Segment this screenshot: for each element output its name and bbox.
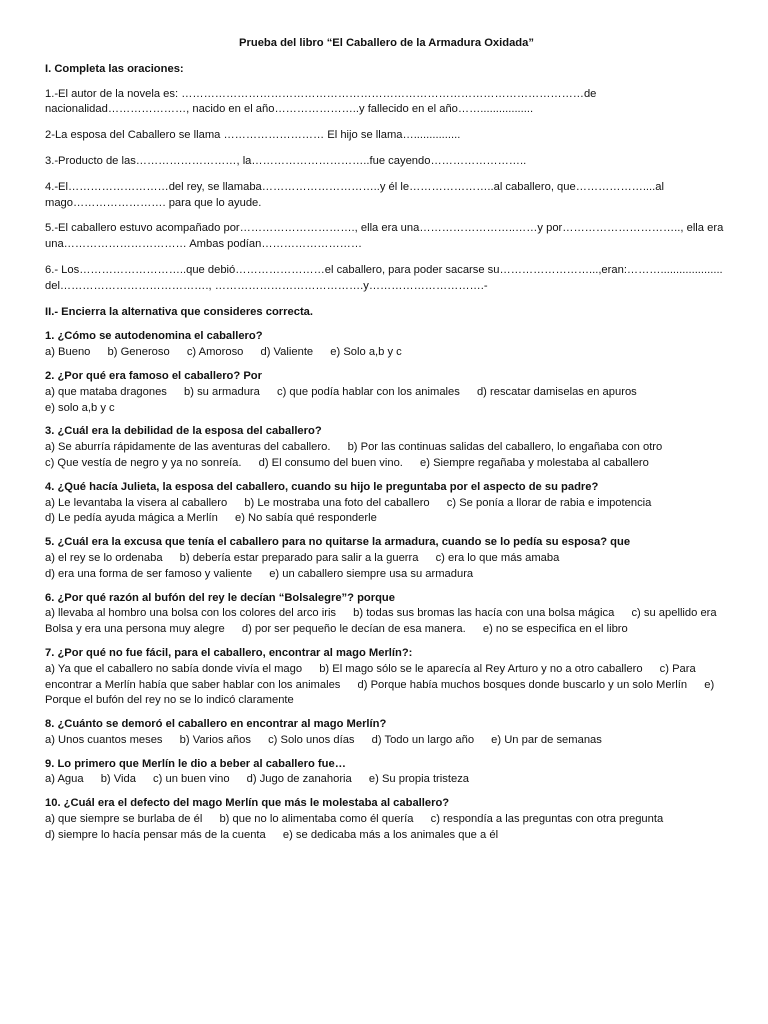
- answer-options: [45, 772, 728, 788]
- question-text: 2. ¿Por qué era famoso el caballero? Por: [45, 369, 262, 382]
- answer-option[interactable]: c) que podía hablar con los animales: [277, 385, 460, 398]
- answer-option[interactable]: d) por ser pequeño le decían de esa manera.: [241, 623, 466, 636]
- answer-option[interactable]: e) un caballero siempre usa su armadura: [269, 567, 474, 580]
- answer-option[interactable]: c) era lo que más amaba: [435, 551, 560, 564]
- answer-option[interactable]: d) Le pedía ayuda mágica a Merlín: [45, 512, 218, 525]
- answer-option[interactable]: d) rescatar damiselas en apuros: [476, 385, 637, 398]
- answer-option[interactable]: b) Generoso: [107, 346, 170, 359]
- answer-option[interactable]: a) Agua: [45, 773, 84, 786]
- question-5: [45, 535, 728, 582]
- question-4: [45, 480, 728, 527]
- answer-options: [45, 345, 728, 361]
- answer-option[interactable]: a) llevaba al hombro una bolsa con los colores del arco iris: [45, 607, 337, 620]
- question-text: 4. ¿Qué hacía Julieta, la esposa del caballero, cuando su hijo le preguntaba por el aspecto de su padre?: [45, 480, 599, 493]
- answer-options: [45, 733, 728, 749]
- question-2: [45, 369, 728, 416]
- question-1: [45, 329, 728, 361]
- answer-option[interactable]: e) Porque el bufón del rey no se lo indicó claramente: [45, 678, 715, 707]
- answer-option[interactable]: d) Valiente: [260, 346, 314, 359]
- answer-option[interactable]: c) Se ponía a llorar de rabia e impotencia: [446, 496, 652, 509]
- answer-option[interactable]: c) Solo unos días: [268, 733, 355, 746]
- answer-option[interactable]: b) Por las continuas salidas del caballero, lo engañaba con otro: [347, 441, 663, 454]
- answer-option[interactable]: d) era una forma de ser famoso y valiente: [45, 567, 253, 580]
- fill-item-1: 1.-El autor de la novela es: ………………………………………………………………………………………………de nacionalidad…………………, nacido en el año…………………..y fallecido en el año…….................: [45, 87, 600, 116]
- answer-options: [45, 440, 728, 472]
- question-text: 10. ¿Cuál era el defecto del mago Merlín que más le molestaba al caballero?: [45, 797, 450, 810]
- answer-option[interactable]: d) siempre lo hacía pensar más de la cuenta: [45, 828, 266, 841]
- question-text: 3. ¿Cuál era la debilidad de la esposa del caballero?: [45, 425, 322, 438]
- answer-option[interactable]: d) Porque había muchos bosques donde buscarlo y un solo Merlín: [357, 678, 688, 691]
- question-list: [45, 329, 728, 843]
- answer-option[interactable]: e) se dedicaba más a los animales que a él: [282, 828, 499, 841]
- answer-option[interactable]: b) Vida: [100, 773, 136, 786]
- question-text: 9. Lo primero que Merlín le dio a beber al caballero fue…: [45, 757, 346, 770]
- answer-option[interactable]: c) un buen vino: [153, 773, 230, 786]
- page-title: Prueba del libro “El Caballero de la Armadura Oxidada”: [239, 37, 534, 49]
- answer-option[interactable]: a) Le levantaba la visera al caballero: [45, 496, 228, 509]
- answer-option[interactable]: c) Para encontrar a Merlín había que saber hablar con los animales: [45, 662, 696, 691]
- fill-item-3: 3.-Producto de las………………………, la…………………………..fue cayendo……………………..: [45, 154, 527, 167]
- answer-option[interactable]: a) el rey se lo ordenaba: [45, 551, 163, 564]
- answer-option[interactable]: b) todas sus bromas las hacía con una bolsa mágica: [353, 607, 615, 620]
- answer-option[interactable]: a) Unos cuantos meses: [45, 733, 163, 746]
- answer-option[interactable]: a) Se aburría rápidamente de las aventuras del caballero.: [45, 441, 331, 454]
- answer-option[interactable]: b) que no lo alimentaba como él quería: [219, 813, 414, 826]
- fill-item-2: 2-La esposa del Caballero se llama ……………………… El hijo se llama…...............: [45, 129, 461, 142]
- answer-option[interactable]: a) Bueno: [45, 346, 91, 359]
- answer-option[interactable]: e) Un par de semanas: [491, 733, 602, 746]
- question-text: 7. ¿Por qué no fue fácil, para el caballero, encontrar al mago Merlín?:: [45, 646, 413, 659]
- question-text: 5. ¿Cuál era la excusa que tenía el caballero para no quitarse la armadura, cuando se lo pedía su esposa? que: [45, 536, 631, 549]
- answer-options: [45, 385, 728, 417]
- question-text: 1. ¿Cómo se autodenomina el caballero?: [45, 330, 263, 343]
- answer-option[interactable]: c) Amoroso: [186, 346, 244, 359]
- answer-option[interactable]: c) respondía a las preguntas con otra pregunta: [430, 813, 664, 826]
- question-3: [45, 424, 728, 471]
- answer-options: [45, 551, 728, 583]
- question-7: [45, 646, 728, 709]
- answer-option[interactable]: e) solo a,b y c: [45, 401, 115, 414]
- question-8: [45, 717, 728, 749]
- answer-option[interactable]: b) debería estar preparado para salir a la guerra: [179, 551, 419, 564]
- answer-option[interactable]: c) Que vestía de negro y ya no sonreía.: [45, 456, 242, 469]
- answer-option[interactable]: e) Su propia tristeza: [368, 773, 470, 786]
- question-6: [45, 591, 728, 638]
- answer-option[interactable]: d) Jugo de zanahoria: [246, 773, 352, 786]
- answer-option[interactable]: a) que siempre se burlaba de él: [45, 813, 203, 826]
- answer-option[interactable]: e) no se especifica en el libro: [482, 623, 628, 636]
- answer-options: [45, 496, 728, 528]
- fill-item-5: 5.-El caballero estuvo acompañado por…………………………., ella era una……………………..……y por………………………….., ella era una…………………………… Ambas podían………………………: [45, 222, 727, 251]
- answer-option[interactable]: e) Siempre regañaba y molestaba al caballero: [420, 456, 649, 469]
- question-text: 8. ¿Cuánto se demoró el caballero en encontrar al mago Merlín?: [45, 718, 387, 731]
- section-1-heading: I. Completa las oraciones:: [45, 62, 184, 75]
- fill-item-4: 4.-El………………………del rey, se llamaba…………………………..y él le…………………..al caballero, que………………....al mago……………………. para que lo ayude.: [45, 180, 668, 209]
- fill-in-list: [45, 87, 728, 295]
- answer-option[interactable]: a) que mataba dragones: [45, 385, 167, 398]
- fill-item-6: 6.- Los………………………..que debió……………………el caballero, para poder sacarse su……………………...,eran:……….................... del…………………………………., ………………………………….y………………………….-: [45, 263, 726, 292]
- question-text: 6. ¿Por qué razón al bufón del rey le decían “Bolsalegre”? porque: [45, 591, 395, 604]
- section-2-heading: II.- Encierra la alternativa que consideres correcta.: [45, 305, 313, 318]
- answer-option[interactable]: b) Varios años: [179, 733, 251, 746]
- answer-option[interactable]: e) Solo a,b y c: [330, 346, 402, 359]
- answer-option[interactable]: a) Ya que el caballero no sabía donde vivía el mago: [45, 662, 303, 675]
- answer-options: [45, 606, 728, 638]
- answer-options: [45, 662, 728, 709]
- answer-option[interactable]: d) El consumo del buen vino.: [258, 456, 403, 469]
- answer-option[interactable]: d) Todo un largo año: [371, 733, 475, 746]
- answer-option[interactable]: e) No sabía qué responderle: [235, 512, 377, 525]
- answer-option[interactable]: c) su apellido era Bolsa y era una persona muy alegre: [45, 607, 717, 636]
- answer-option[interactable]: b) su armadura: [184, 385, 260, 398]
- question-9: [45, 757, 728, 789]
- answer-option[interactable]: b) Le mostraba una foto del caballero: [244, 496, 430, 509]
- answer-options: [45, 812, 728, 844]
- answer-option[interactable]: b) El mago sólo se le aparecía al Rey Arturo y no a otro caballero: [319, 662, 643, 675]
- question-10: [45, 796, 728, 843]
